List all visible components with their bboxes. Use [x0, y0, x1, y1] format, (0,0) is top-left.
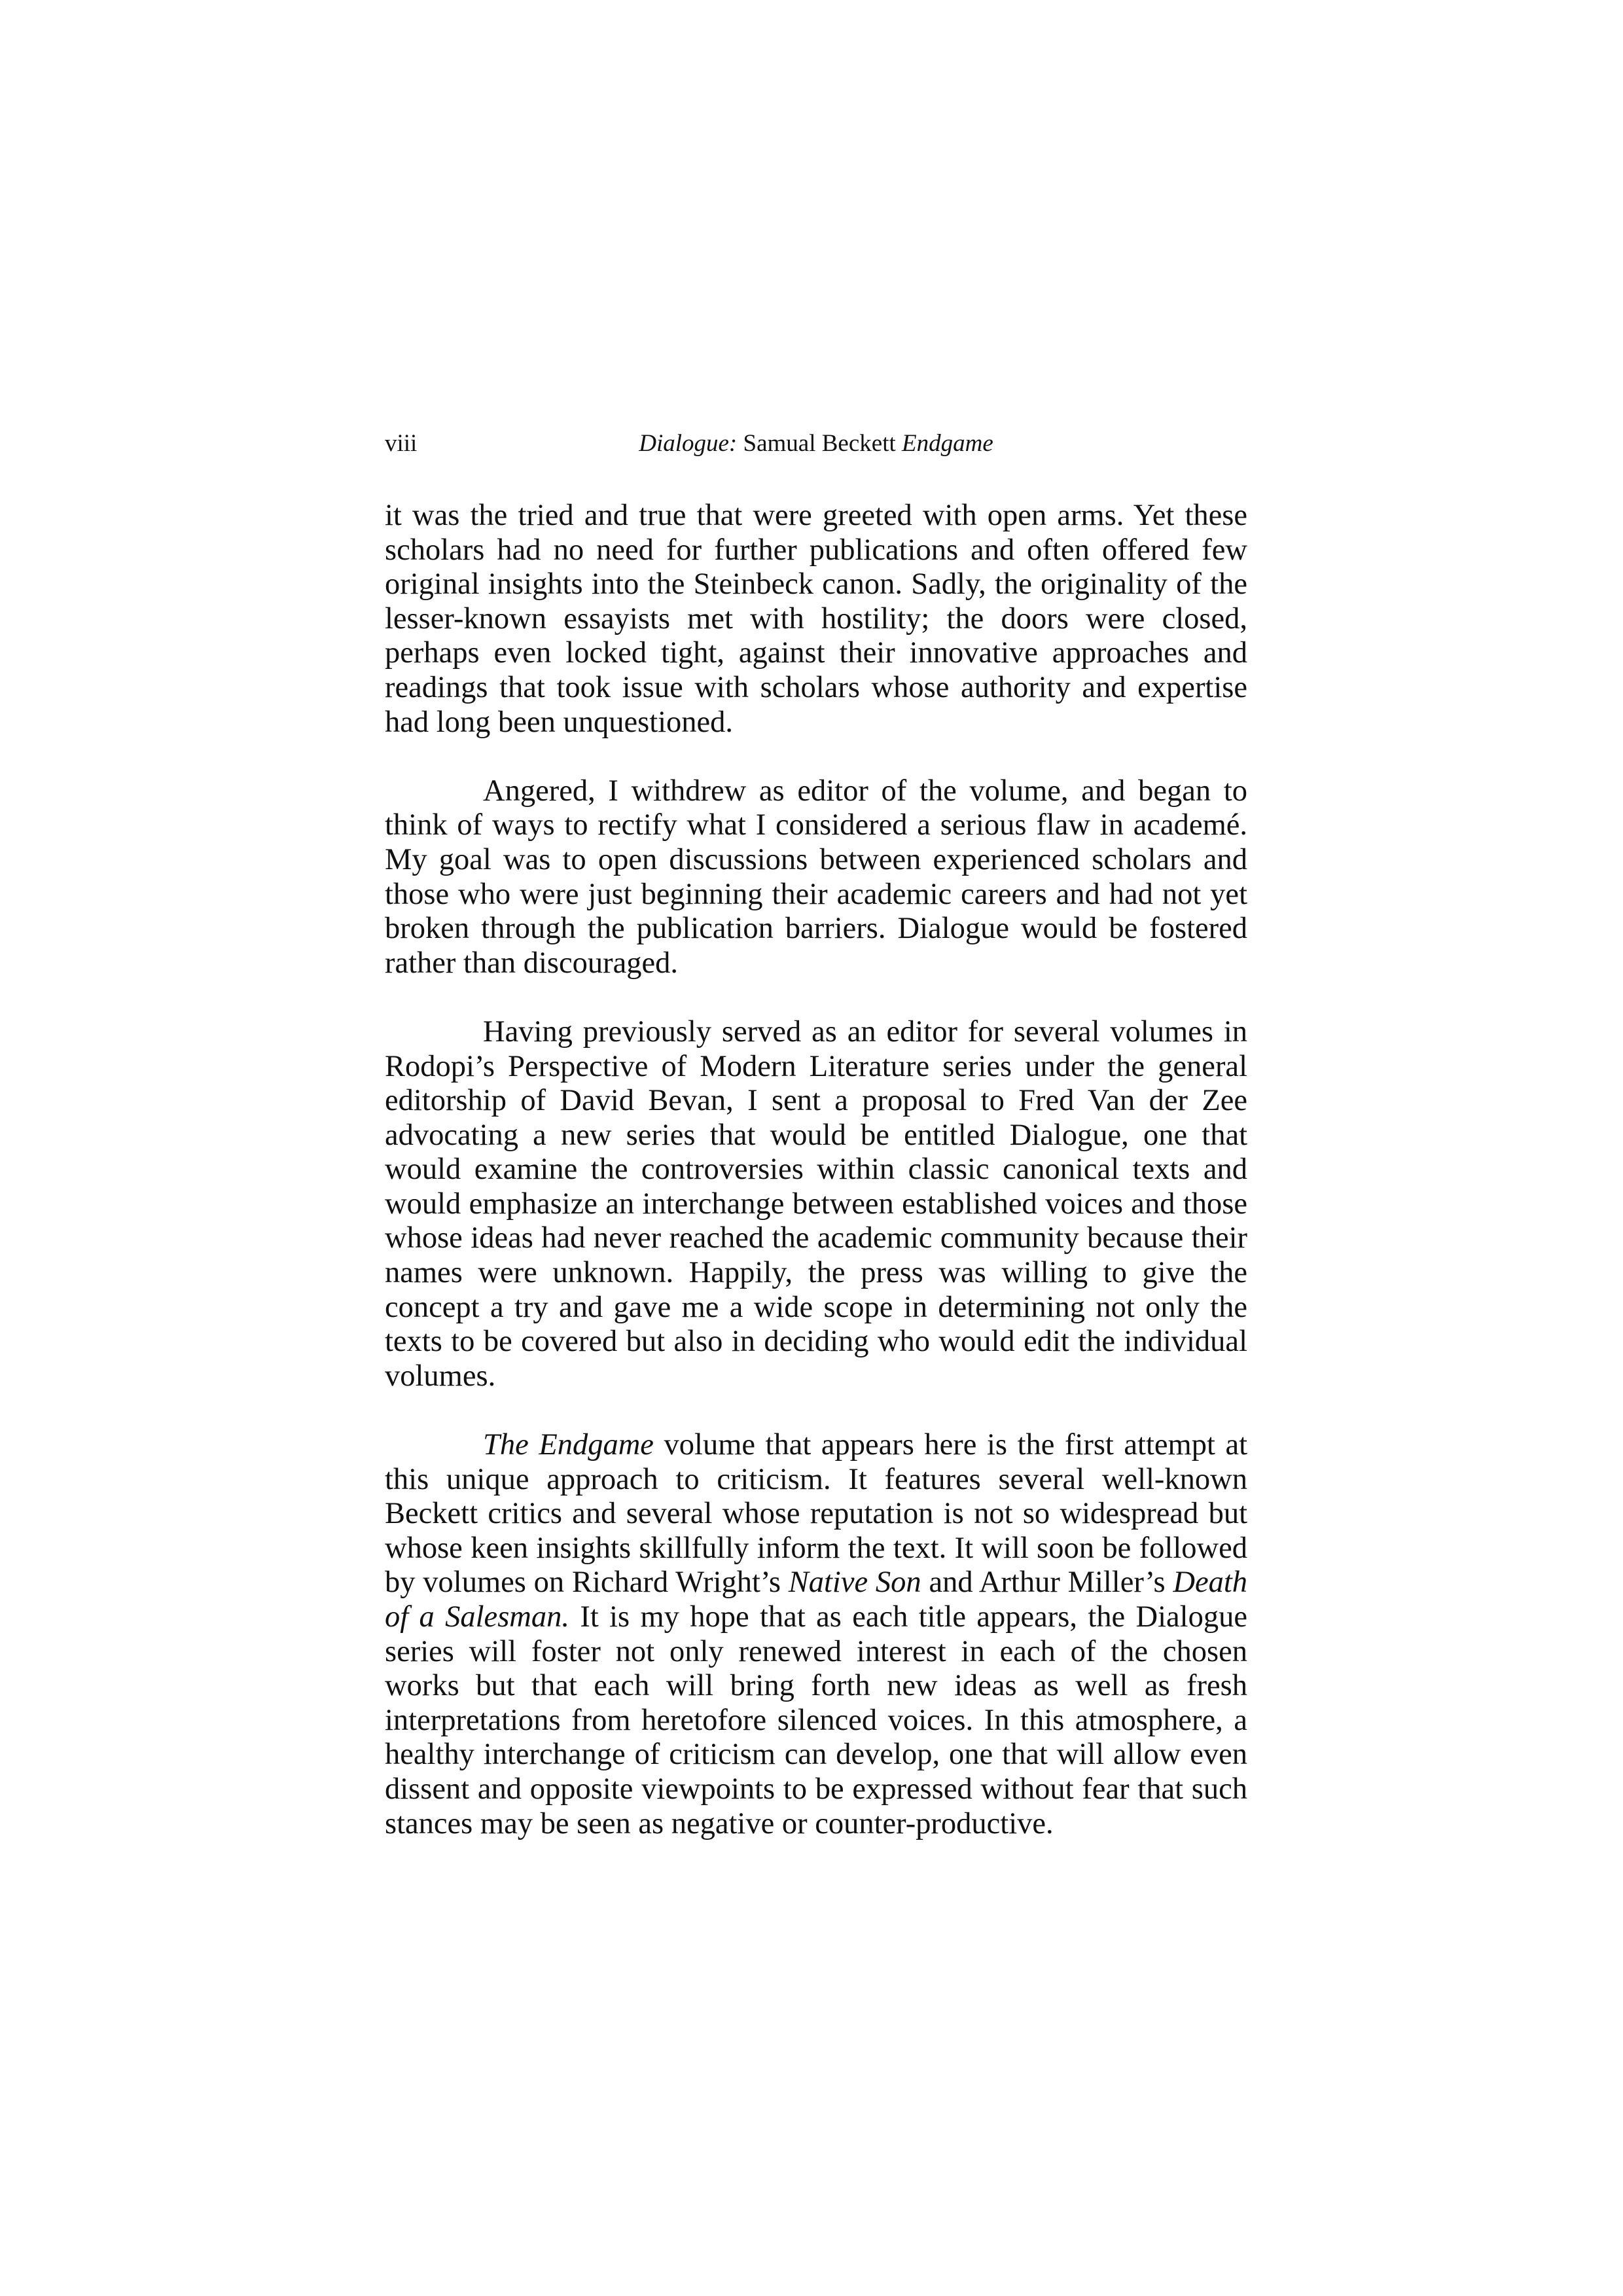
paragraph-4-text-c: It is my hope that as each title appears, the Dialogue series will foster not only renewed interest in each of the chosen works but that each will bring forth new ideas as well as fresh interpretations from heretofore silenced voices. In this atmosphere, a healthy interchange of criticism can develop, one that will allow even dissent and opposite viewpoints to be expressed without fear that such stances may be seen as negative or counter-productive. [385, 1600, 1247, 1840]
paragraph-4-native-son-title: Native Son [788, 1566, 921, 1600]
body-text [385, 499, 1247, 1876]
paragraph-4-endgame-title: The Endgame [483, 1428, 654, 1462]
running-title-work: Endgame [902, 430, 993, 457]
running-title-author: Samual Beckett [737, 430, 902, 457]
paragraph-4-text-a: volume that appears here is the first attempt at this unique approach to criticism. It features several well-known Beckett critics and several whose reputation is not so widespread but whose keen insights skillfully inform the text. It will soon be followed by volumes on Richard Wright’s [385, 1428, 1247, 1600]
running-head [385, 424, 1247, 463]
page-number: viii [385, 430, 418, 457]
paragraph-3: Having previously served as an editor for several volumes in Rodopi’s Perspective of Modern Literature series under the general editorship of David Bevan, I sent a proposal to Fred Van der Zee advocating a new series that would be entitled Dialogue, one that would examine the controversies within classic canonical texts and would emphasize an interchange between established voices and those whose ideas had never reached the academic community because their names were unknown. Happily, the press was willing to give the concept a try and gave me a wide scope in determining not only the texts to be covered but also in deciding who would edit the individual volumes. [385, 1014, 1247, 1393]
paragraph-4 [385, 1428, 1247, 1841]
paragraph-4-text-b: and Arthur Miller’s [921, 1566, 1173, 1600]
paragraph-2: Angered, I withdrew as editor of the volume, and began to think of ways to rectify what I considered a serious flaw in academé. My goal was to open discussions between experienced scholars and those who were just beginning their academic careers and had not yet broken through the publication barriers. Dialogue would be fostered rather than discouraged. [385, 774, 1247, 980]
running-title-dialogue: Dialogue: [639, 430, 738, 457]
paragraph-4-salesman-title: Death of a Salesman. [385, 1566, 1248, 1634]
running-title [385, 424, 1247, 463]
paragraph-1: it was the tried and true that were greeted with open arms. Yet these scholars had no need for further publications and often offered few original insights into the Steinbeck canon. Sadly, the originality of the lesser-known essayists met with hostility; the doors were closed, perhaps even locked tight, against their innovative approaches and readings that took issue with scholars whose authority and expertise had long been unquestioned. [385, 499, 1247, 739]
